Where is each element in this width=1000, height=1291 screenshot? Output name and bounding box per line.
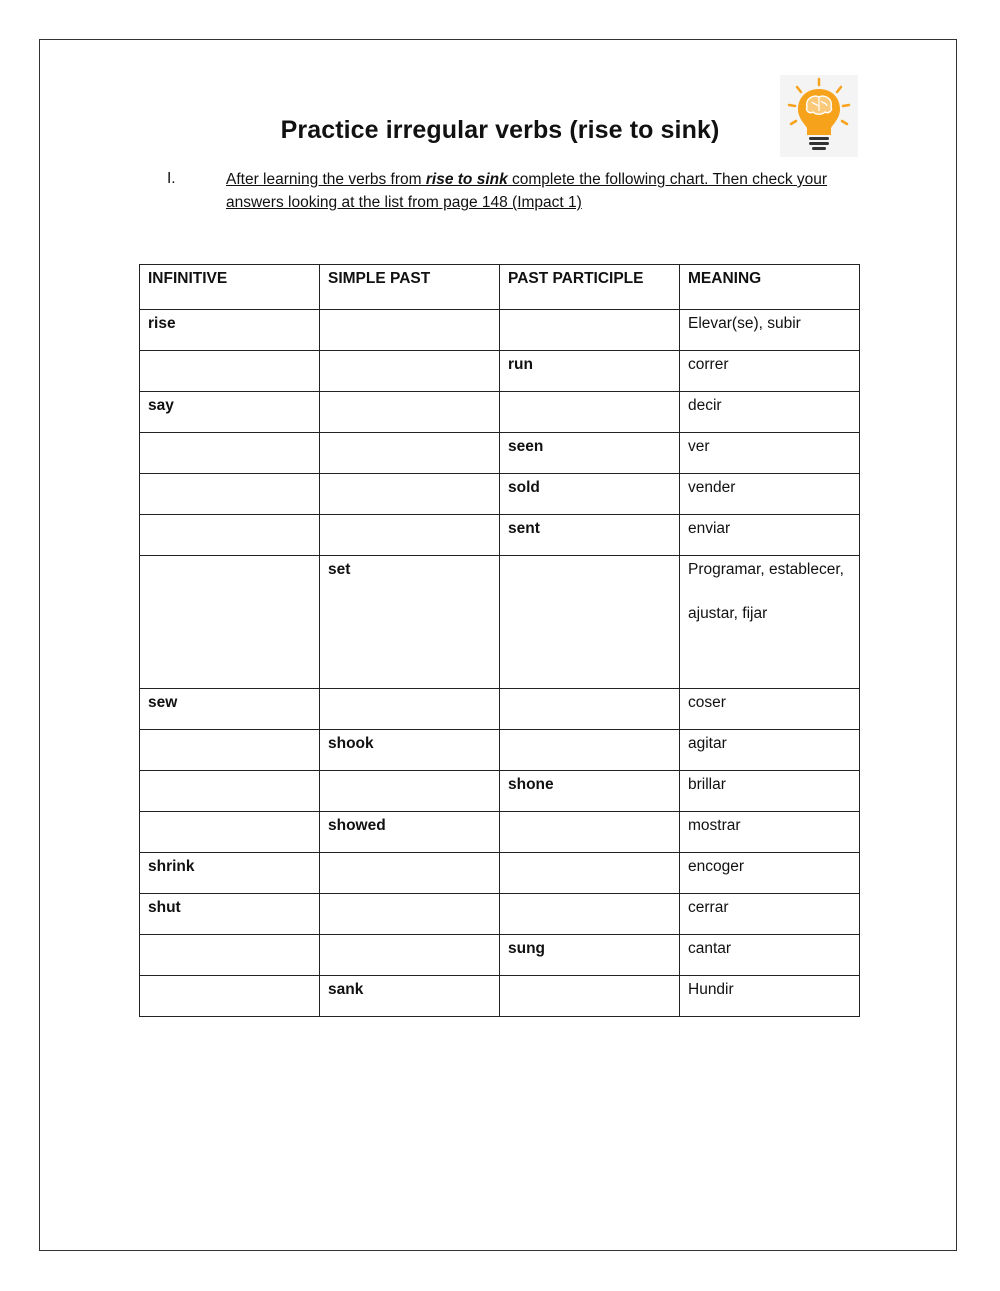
cell-meaning: decir	[680, 392, 860, 433]
cell-simple-past[interactable]: shook	[320, 730, 500, 771]
table-row	[140, 556, 860, 689]
header-infinitive: INFINITIVE	[140, 265, 320, 310]
header-past-participle: PAST PARTICIPLE	[500, 265, 680, 310]
cell-simple-past[interactable]	[320, 894, 500, 935]
cell-meaning: Elevar(se), subir	[680, 310, 860, 351]
cell-infinitive[interactable]	[140, 771, 320, 812]
cell-simple-past[interactable]	[320, 310, 500, 351]
cell-past-participle[interactable]: shone	[500, 771, 680, 812]
cell-meaning: coser	[680, 689, 860, 730]
cell-past-participle[interactable]	[500, 310, 680, 351]
cell-simple-past[interactable]	[320, 853, 500, 894]
cell-infinitive[interactable]	[140, 812, 320, 853]
cell-meaning: agitar	[680, 730, 860, 771]
table-header-row	[140, 265, 860, 310]
cell-past-participle[interactable]: run	[500, 351, 680, 392]
cell-simple-past[interactable]: sank	[320, 976, 500, 1017]
instruction-text	[226, 168, 836, 214]
cell-simple-past[interactable]: showed	[320, 812, 500, 853]
cell-simple-past[interactable]: set	[320, 556, 500, 689]
cell-infinitive[interactable]: say	[140, 392, 320, 433]
cell-past-participle[interactable]: sung	[500, 935, 680, 976]
lightbulb-brain-icon	[780, 75, 858, 157]
instruction-text-before: After learning the verbs from	[226, 171, 426, 188]
cell-infinitive[interactable]	[140, 935, 320, 976]
cell-simple-past[interactable]	[320, 689, 500, 730]
table-row	[140, 730, 860, 771]
cell-simple-past[interactable]	[320, 433, 500, 474]
cell-past-participle[interactable]: sold	[500, 474, 680, 515]
cell-infinitive[interactable]	[140, 474, 320, 515]
cell-meaning: mostrar	[680, 812, 860, 853]
cell-meaning-text: Programar, establecer, ajustar, fijar	[688, 561, 844, 622]
table-row	[140, 976, 860, 1017]
cell-infinitive[interactable]	[140, 351, 320, 392]
cell-meaning	[680, 556, 860, 689]
instruction-emphasis: rise to sink	[425, 171, 508, 188]
cell-simple-past[interactable]	[320, 935, 500, 976]
instruction-number: I.	[167, 170, 176, 187]
cell-infinitive[interactable]	[140, 433, 320, 474]
cell-infinitive[interactable]: shut	[140, 894, 320, 935]
cell-meaning: ver	[680, 433, 860, 474]
cell-past-participle[interactable]	[500, 392, 680, 433]
cell-meaning: correr	[680, 351, 860, 392]
cell-past-participle[interactable]	[500, 894, 680, 935]
table-row	[140, 474, 860, 515]
cell-simple-past[interactable]	[320, 771, 500, 812]
cell-past-participle[interactable]	[500, 976, 680, 1017]
table-row	[140, 812, 860, 853]
cell-infinitive[interactable]: rise	[140, 310, 320, 351]
table-row	[140, 310, 860, 351]
table-row	[140, 392, 860, 433]
cell-infinitive[interactable]	[140, 976, 320, 1017]
cell-infinitive[interactable]: shrink	[140, 853, 320, 894]
header-meaning: MEANING	[680, 265, 860, 310]
cell-meaning: Hundir	[680, 976, 860, 1017]
table-row	[140, 771, 860, 812]
cell-simple-past[interactable]	[320, 392, 500, 433]
cell-past-participle[interactable]	[500, 853, 680, 894]
cell-past-participle[interactable]	[500, 689, 680, 730]
table-row	[140, 853, 860, 894]
cell-meaning: enviar	[680, 515, 860, 556]
verbs-table	[139, 264, 860, 1017]
cell-infinitive[interactable]	[140, 556, 320, 689]
cell-simple-past[interactable]	[320, 515, 500, 556]
cell-meaning: cantar	[680, 935, 860, 976]
cell-simple-past[interactable]	[320, 474, 500, 515]
cell-infinitive[interactable]	[140, 730, 320, 771]
page-title: Practice irregular verbs (rise to sink)	[280, 116, 720, 144]
cell-past-participle[interactable]: seen	[500, 433, 680, 474]
cell-meaning: vender	[680, 474, 860, 515]
instruction-text-after: complete the following chart. Then check your answers looking at the list from page 148 (Impact 1)	[226, 171, 828, 211]
cell-meaning: encoger	[680, 853, 860, 894]
cell-past-participle[interactable]	[500, 812, 680, 853]
cell-meaning: brillar	[680, 771, 860, 812]
table-row	[140, 894, 860, 935]
table-row	[140, 935, 860, 976]
table-row	[140, 433, 860, 474]
cell-infinitive[interactable]	[140, 515, 320, 556]
cell-infinitive[interactable]: sew	[140, 689, 320, 730]
cell-past-participle[interactable]	[500, 556, 680, 689]
table-row	[140, 351, 860, 392]
table-row	[140, 689, 860, 730]
cell-past-participle[interactable]	[500, 730, 680, 771]
header-simple-past: SIMPLE PAST	[320, 265, 500, 310]
cell-past-participle[interactable]: sent	[500, 515, 680, 556]
cell-meaning: cerrar	[680, 894, 860, 935]
cell-simple-past[interactable]	[320, 351, 500, 392]
